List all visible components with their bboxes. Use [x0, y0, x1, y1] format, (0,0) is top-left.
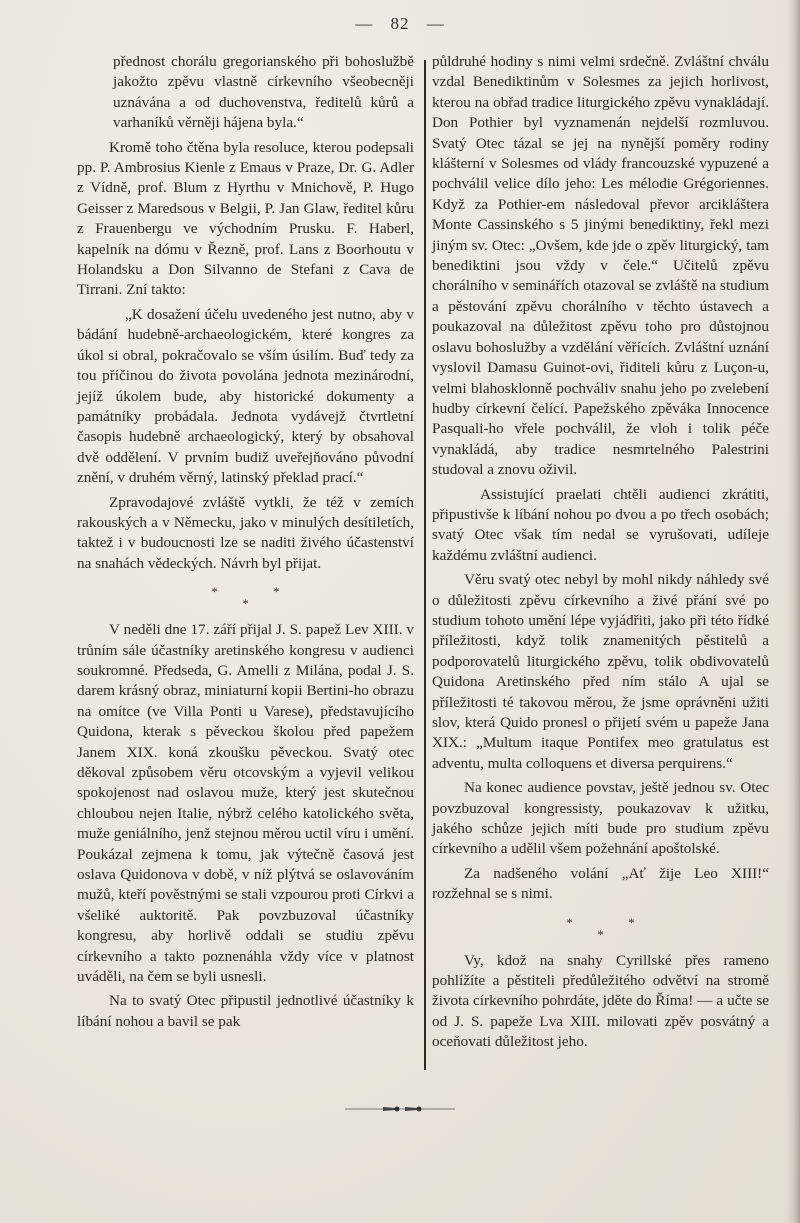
page-number-dash-right: — [426, 14, 445, 33]
paragraph-farewell: Za nadšeného volání „Ať žije Leo XIII!“ rozžehnal se s nimi. [432, 864, 769, 903]
column-divider [424, 60, 426, 1070]
paragraph-closing-appeal: Vy, kdož na snahy Cyrillské přes rameno pohlížíte a pěstiteli předůležitého odvětví na stromě života církevního pohrdáte, jděte do Říma! — a učte se od J. S. papeže Lva XIII. milovati zpěv posvátný a oceňovati důležitost jeho. [432, 951, 769, 1051]
asterism-top: * * [211, 584, 306, 600]
paragraph-resolution-intro: Kromě toho čtěna byla resoluce, kterou podepsali pp. P. Ambrosius Kienle z Emaus v Praze, Dr. G. Adler z Vídně, prof. Blum z Hyrthu v Mnichově, P. Hugo Geisser z Maredsous v Belgii, P. Jan Glaw, ředitel kůru z Frauenbergu ve východním Prusku. F. Haberl, kapelník na dómu v Řezně, prof. Lans z Boorhoutu v Holandsku a Don Silvanno de Stefani z Cava de Tirrani. Zní takto: [77, 138, 414, 299]
paragraph-audience-continued: půldruhé hodiny s nimi velmi srdečně. Zvláštní chválu vzdal Benediktinům v Solesmes za jejich horlivost, kterou na obřad tradice liturgického zpěvu vynakládají. Don Pothier byl vyznamenán nejdelší rozmluvou. Svatý Otec tázal se jej na nynější poměry rodiny klášterní v Solesmes od vlády francouzské vypuzené a pochválil velice dílo jeho: Les mélodie Grégoriennes. Když za Pothier-em následoval převor arcikláštera Monte Cassinského s 5 jinými benediktiny, řekl mezi jiným sv. Otec: „Ovšem, kde jde o zpěv liturgický, tam benediktini jsou vždy v čele.“ Učitelů zpěvu chorálního v seminářích otazoval se zvláště na studium a pěstování zpěvu chorálního v těchto ústavech a poukazoval na důležitost zpěvu toho pro důstojnou oslavu bohoslužby a vzdělání věřících. Zvláštní uznání vyslovil Damasu Guinot-ovi, řiditeli kůru z Luçon-u, velmi blahosklonně pochváliv snahu jeho po zvelebení hudby církevní čelící. Papežského zpěváka Innocence Pasquali-ho vřele pochválil, že vloh i tolik péče vynakládá, aby tradice nesmrtelného Palestrini studoval a znovu oživil. [432, 53, 769, 479]
section-asterism-right [432, 914, 769, 942]
paragraph-resolution-quote: „K dosažení účelu uvedeného jest nutno, aby v bádání hudebně-archaeologickém, které kongres za úkol si obral, pokračovalo se vším úsilím. Buď tedy za tou příčinou do života povolána jednota mezinárodní, jejíž úkolem bude, aby historické dokumenty a památníky probádala. Jednota vydávejž čtvrtletní časopis hudebně archaeologický, který by obsahoval dvě oddělení. V prvním budiž uveřejňováno původní znění, v druhém věrný, latinský překlad prací.“ [77, 305, 414, 487]
paragraph-continuation: přednost chorálu gregorianského při bohoslužbě jakožto zpěvu vlastně církevního všeobecněji uznávána a od duchovenstva, ředitelů kůrů a varhaníků věrněji hájena byla.“ [113, 53, 414, 132]
right-column [432, 52, 769, 1053]
page-edge-shadow [786, 0, 800, 1223]
asterism-bottom-right: * [597, 926, 604, 942]
end-ornament-icon [345, 1104, 455, 1114]
page-number-header [0, 14, 800, 34]
left-column [77, 52, 414, 1032]
page-number-dash-left: — [355, 14, 374, 33]
asterism-bottom: * [242, 596, 249, 612]
paragraph-end-audience: Na konec audience povstav, ještě jednou sv. Otec povzbuzoval kongressisty, poukazovav k užitku, jakého schůze jejich míti bude pro studium zpěvu církevního a udělil všem požehnání apoštolské. [432, 779, 769, 858]
page-number: 82 [390, 14, 410, 33]
section-asterism [77, 586, 414, 610]
paragraph-foot-kissing: Na to svatý Otec připustil jednotlivé účastníky k líbání nohou a bavil se pak [77, 992, 414, 1030]
paragraph-reporters: Zpravodajové zvláště vytkli, že též v zemích rakouských a v Německu, jako v minulých desítiletích, taktež i v budoucnosti lze se naditi živého účastenství na snahách vědeckých. Návrh byl přijat. [77, 493, 414, 572]
paragraph-audience: V neděli dne 17. září přijal J. S. papež Lev XIII. v trůním sále účastníky aretinského kongresu v audienci soukromné. Předseda, G. Amelli z Milána, podal J. S. darem krásný obraz, miniaturní kopii Bertini-ho obrazu na omítce (ve Villa Ponti u Varese), představujícího Quidona, kterak s pěveckou školou před papežem Janem XIX. koná zkoušku pěveckou. Svatý otec děkoval způsobem věru otcovským a vyjevil velikou spokojenost nad oslavou muže, který jest skutečnou chloubou nejen Italie, nýbrž celého katolického světa, muže geniálního, jenž stejnou měrou uctil víru i umění. Poukázal zejmena k tomu, jak výtečně časová jest oslava Quidonova v době, v níž plýtvá se oslavováním mužů, kteří pověstnými se stali vzpourou proti Církvi a všeliké auktoritě. Pak povzbuzoval účastníky kongresu, aby horlivě oddali se studiu zpěvu církevního a takto poznenáhla vždy více v platnost uváděli, na čem se byli usnesli. [77, 621, 414, 986]
asterism-top-right: * * [566, 914, 661, 930]
paragraph-prelates: Assistující praelati chtěli audienci zkrátiti, připustivše k líbání nohou po dvou a po třech osobách; svatý Otec však tím nedal se vyrušovati, udíleje každému zvláštní audienci. [432, 485, 769, 564]
paragraph-holy-father: Věru svatý otec nebyl by mohl nikdy náhledy své o důležitosti zpěvu církevního a živé přání své po studium tohoto umění lépe vyjádřiti, jako při této řídké příležitosti, když tolik znamenitých pěstitelů a podporovatelů liturgického zpěvu, tolik obdivovatelů Quidona Aretinského před ním stálo A ujal se příležitosti té takovou měrou, že jsme oprávněni užiti slov, která Quido pronesl o přijetí svém u papeže Jana XIX.: „Multum itaque Pontifex meo gratulatus est adventu, multa colloquens et diversa perquirens.“ [432, 571, 769, 772]
